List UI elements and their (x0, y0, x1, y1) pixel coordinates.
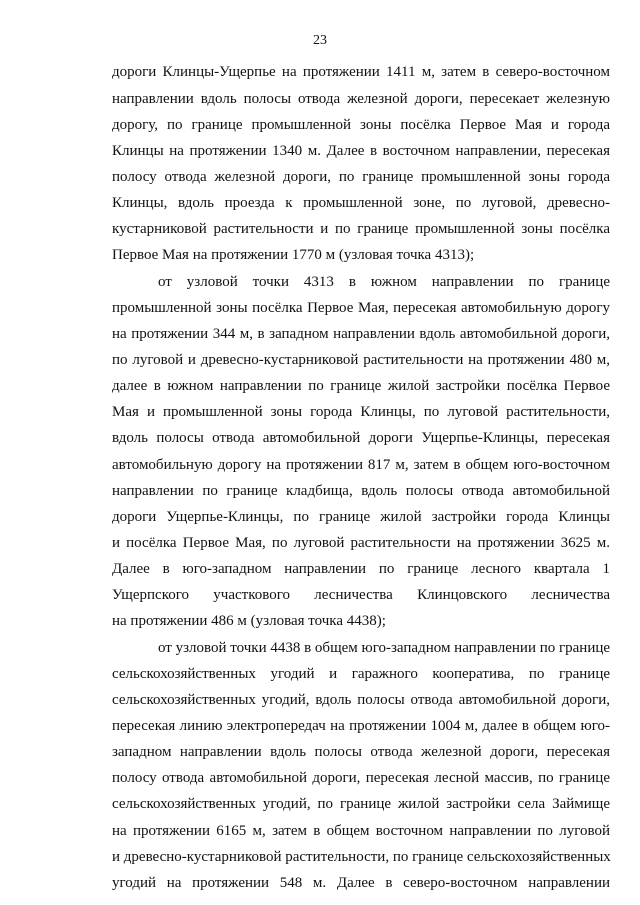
text-line: на протяжении 344 м, в западном направлении вдоль автомобильной дороги, (112, 326, 610, 342)
text-line: Клинцы, вдоль проезда к промышленной зоне, по луговой, древесно- (112, 195, 610, 211)
text-line: далее в южном направлении по границе жилой застройки посёлка Первое (112, 378, 610, 394)
text-line: Клинцы на протяжении 1340 м. Далее в восточном направлении, пересекая (112, 143, 610, 159)
text-line: сельскохозяйственных угодий, по границе жилой застройки села Займище (112, 796, 610, 812)
text-line: промышленной зоны посёлка Первое Мая, пересекая автомобильную дорогу (112, 300, 610, 316)
text-line: сельскохозяйственных угодий и гаражного кооператива, по границе (112, 666, 610, 682)
text-line: кустарниковой растительности и по границе промышленной зоны посёлка (112, 221, 610, 237)
text-line: и древесно-кустарниковой растительности, по границе сельскохозяйственных (112, 849, 611, 865)
page-number: 23 (313, 33, 327, 48)
text-line: на протяжении 6165 м, затем в общем восточном направлении по луговой (112, 823, 610, 839)
text-line: Ущерпского участкового лесничества Клинцовского лесничества (112, 587, 610, 603)
text-line: по луговой и древесно-кустарниковой растительности на протяжении 480 м, (112, 352, 610, 368)
text-line: дороги Ущерпье-Клинцы, по границе жилой застройки города Клинцы (112, 509, 610, 525)
text-line: Далее в юго-западном направлении по границе лесного квартала 1 (112, 561, 610, 577)
text-line: западном направлении вдоль полосы отвода железной дороги, пересекая (112, 744, 610, 760)
text-line: пересекая линию электропередач на протяжении 1004 м, далее в общем юго- (112, 718, 610, 734)
paragraph-first-line: от узловой точки 4313 в южном направлении по границе (158, 274, 610, 290)
text-line: дороги Клинцы-Ущерпье на протяжении 1411 м, затем в северо-восточном (112, 64, 610, 80)
text-line: Мая и промышленной зоны города Клинцы, по луговой растительности, (112, 404, 610, 420)
paragraph-first-line: от узловой точки 4438 в общем юго-западном направлении по границе (158, 640, 611, 656)
text-line: дорогу, по границе промышленной зоны посёлка Первое Мая и города (112, 117, 610, 133)
text-line: сельскохозяйственных угодий, вдоль полосы отвода автомобильной дороги, (112, 692, 610, 708)
text-line: на протяжении 486 м (узловая точка 4438); (112, 613, 386, 629)
text-line: и посёлка Первое Мая, по луговой растительности на протяжении 3625 м. (112, 535, 610, 551)
text-line: вдоль полосы отвода автомобильной дороги Ущерпье-Клинцы, пересекая (112, 430, 610, 446)
text-line: автомобильную дорогу на протяжении 817 м, затем в общем юго-восточном (112, 457, 610, 473)
text-line: направлении вдоль полосы отвода железной дороги, пересекает железную (112, 91, 610, 107)
text-line: направлении по границе кладбища, вдоль полосы отвода автомобильной (112, 483, 610, 499)
text-line: полосу отвода железной дороги, по границе промышленной зоны города (112, 169, 610, 185)
text-line: угодий на протяжении 548 м. Далее в северо-восточном направлении (112, 875, 610, 891)
text-line: Первое Мая на протяжении 1770 м (узловая точка 4313); (112, 247, 475, 263)
text-line: полосу отвода автомобильной дороги, пересекая лесной массив, по границе (112, 770, 610, 786)
